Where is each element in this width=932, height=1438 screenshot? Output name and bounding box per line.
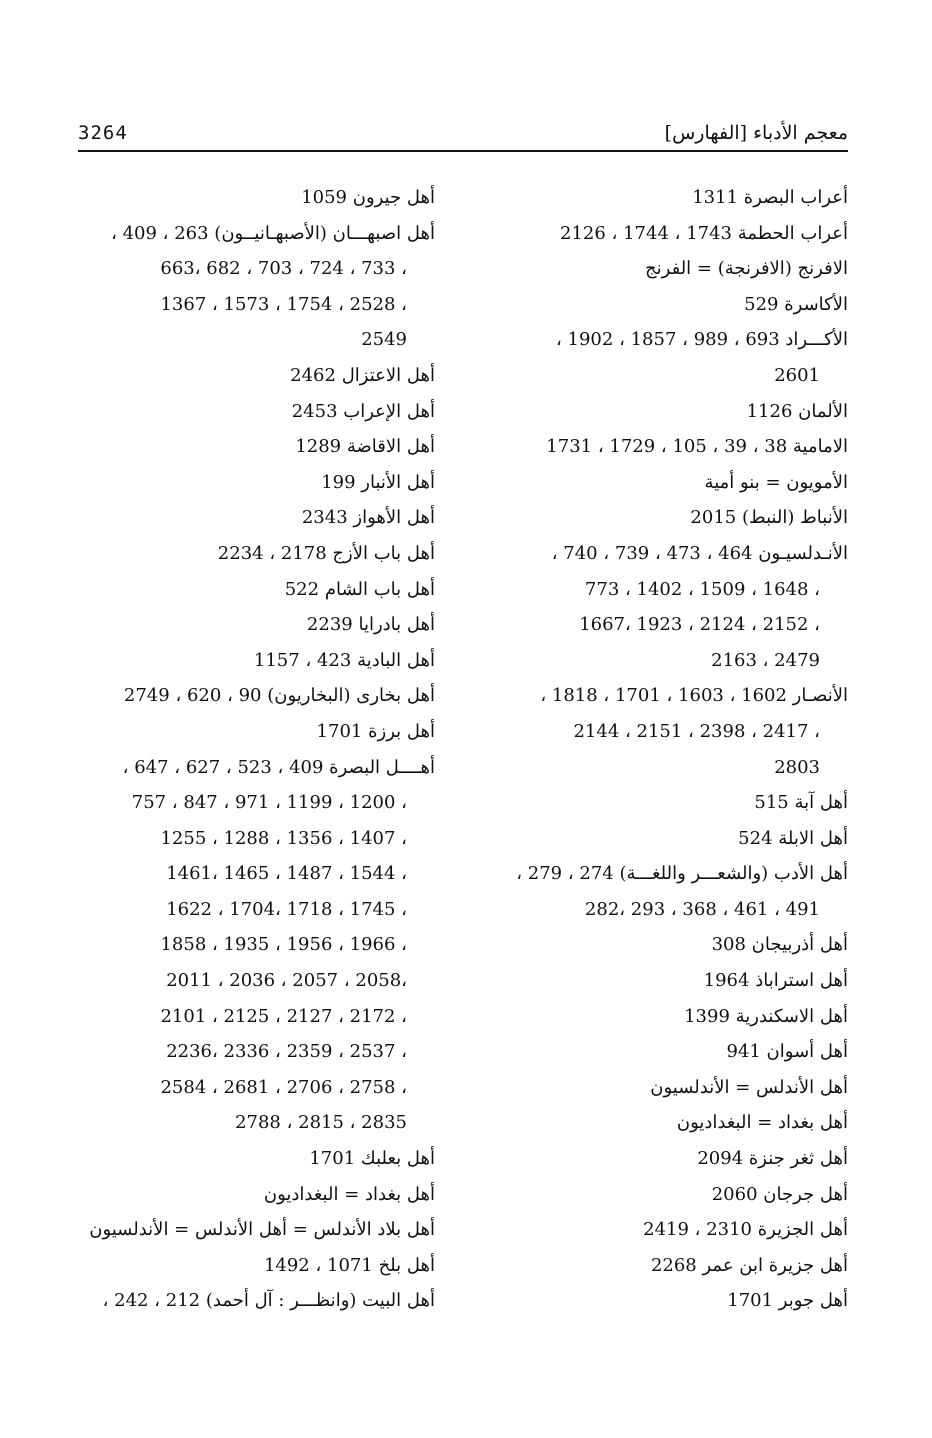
index-entry-continuation: 663، 682 ، 703 ، 724 ، 733 ،: [160, 258, 407, 280]
index-entry: أهل جوبر 1701: [727, 1290, 848, 1312]
index-entry: الأنباط (النبط) 2015: [690, 507, 848, 529]
index-entry: الافرنج (الافرنجة) = الفرنج: [645, 258, 848, 280]
index-entry: أهل استراباذ 1964: [703, 970, 848, 992]
index-entry: أهل الابلة 524: [738, 827, 848, 849]
index-entry: أهل الأدب (والشعـــر واللغـــة) 274 ، 279 ،: [516, 863, 848, 885]
index-entry: أهل الأنبار 199: [321, 471, 435, 493]
index-entry: الأنـدلسيـون 464 ، 473 ، 739 ، 740 ،: [551, 542, 848, 564]
index-entry: أهل جرجان 2060: [711, 1183, 848, 1205]
header-rule: [78, 150, 848, 152]
index-entry: أهل برزة 1701: [316, 720, 435, 742]
index-entry-continuation: 2163 ، 2479: [711, 649, 820, 671]
index-entry-continuation: 2601: [774, 364, 820, 386]
index-entry: أهل بغداد = البغداديون: [676, 1112, 848, 1134]
index-entry: أهل بلخ 1071 ، 1492: [263, 1254, 435, 1276]
index-entry: أهل جزيرة ابن عمر 2268: [650, 1254, 848, 1276]
index-entry-continuation: 2803: [774, 756, 820, 778]
index-entry: الأكاسرة 529: [744, 293, 848, 315]
index-entry: أهل البادية 423 ، 1157: [253, 649, 435, 671]
index-entry-continuation: 2144 ، 2151 ، 2398 ، 2417 ،: [573, 720, 820, 742]
index-entry: أهل الجزيرة 2310 ، 2419: [643, 1219, 848, 1241]
index-entry-continuation: 1667، 1923 ، 2124 ، 2152 ،: [579, 614, 820, 636]
index-entry-continuation: 1255 ، 1288 ، 1356 ، 1407 ،: [160, 827, 407, 849]
index-entry: أهل الاعتزال 2462: [290, 364, 435, 386]
index-entry: أهل الأندلس = الأندلسيون: [650, 1076, 848, 1098]
index-entry-continuation: 2584 ، 2681 ، 2706 ، 2758 ،: [160, 1076, 407, 1098]
index-entry: أهل بادرايا 2239: [306, 614, 435, 636]
index-entry: أهل بغداد = البغداديون: [263, 1183, 435, 1205]
index-entry: أهل الأهواز 2343: [301, 507, 435, 529]
index-entry: أهــــل البصرة 409 ، 523 ، 627 ، 647 ،: [122, 756, 435, 778]
index-entry: الأنصـار 1602 ، 1603 ، 1701 ، 1818 ،: [540, 685, 848, 707]
index-entry-continuation: 2236، 2336 ، 2359 ، 2537 ،: [166, 1041, 407, 1063]
index-entry: الألمان 1126: [746, 400, 848, 422]
page-header: [78, 118, 848, 150]
index-entry: أهل الاسكندرية 1399: [684, 1005, 848, 1027]
index-entry-continuation: 2011 ، 2036 ، 2057 ، 2058،: [166, 970, 407, 992]
index-entry: الامامية 38 ، 39 ، 105 ، 1729 ، 1731: [546, 436, 848, 458]
index-entry: أهل بخارى (البخاريون) 90 ، 620 ، 2749: [123, 685, 435, 707]
index-entry: أهل بلاد الأندلس = أهل الأندلس = الأندلسيون: [89, 1219, 435, 1241]
index-entry-continuation: 2549: [361, 329, 407, 351]
index-entry: أعراب الحطمة 1743 ، 1744 ، 2126: [560, 222, 848, 244]
index-entry: أهل آبة 515: [754, 792, 848, 814]
index-entry: أهل بعلبك 1701: [309, 1148, 435, 1170]
index-entry: أهل أذربيجان 308: [711, 934, 848, 956]
index-entry: أهل اصبهـــان (الأصبهـانيــون) 263 ، 409 ،: [111, 222, 435, 244]
index-entry-continuation: 282، 293 ، 368 ، 461 ، 491: [584, 898, 820, 920]
index-entry-continuation: 1622 ، 1704، 1718 ، 1745 ،: [166, 898, 407, 920]
index-entry: أعراب البصرة 1311: [692, 187, 848, 208]
index-entry: أهل الإعراب 2453: [291, 400, 435, 422]
page-number: 3264: [78, 122, 128, 144]
index-entry-continuation: 1461، 1465 ، 1487 ، 1544 ،: [166, 863, 407, 885]
index-entry-continuation: 1858 ، 1935 ، 1956 ، 1966 ،: [160, 934, 407, 956]
index-entry: الأكـــراد 693 ، 989 ، 1857 ، 1902 ،: [556, 329, 848, 351]
index-entry: أهل البيت (وانظـــر : آل أحمد) 212 ، 242 ،: [102, 1290, 435, 1312]
index-entry: أهل ثغر جنزة 2094: [697, 1148, 848, 1170]
index-entry-continuation: 757 ، 847 ، 971 ، 1199 ، 1200 ،: [131, 792, 407, 814]
index-column-right: [498, 180, 848, 1319]
index-entry: أهل باب الأزج 2178 ، 2234: [217, 542, 435, 564]
index-entry: أهل أسوان 941: [726, 1041, 848, 1063]
index-entry: أهل الاقاضة 1289: [295, 436, 435, 458]
index-column-left: [83, 180, 435, 1319]
index-entry-continuation: 2788 ، 2815 ، 2835: [235, 1112, 407, 1134]
index-entry: أهل باب الشام 522: [284, 578, 435, 600]
running-title: معجم الأدباء [الفهارس]: [664, 122, 848, 144]
index-entry-continuation: 1367 ، 1573 ، 1754 ، 2528 ،: [160, 293, 407, 315]
index-entry-continuation: 773 ، 1402 ، 1509 ، 1648 ،: [584, 578, 820, 600]
index-entry-continuation: 2101 ، 2125 ، 2127 ، 2172 ،: [160, 1005, 407, 1027]
index-entry: أهل جيرون 1059: [301, 187, 435, 208]
index-entry: الأمويون = بنو أمية: [704, 471, 848, 493]
